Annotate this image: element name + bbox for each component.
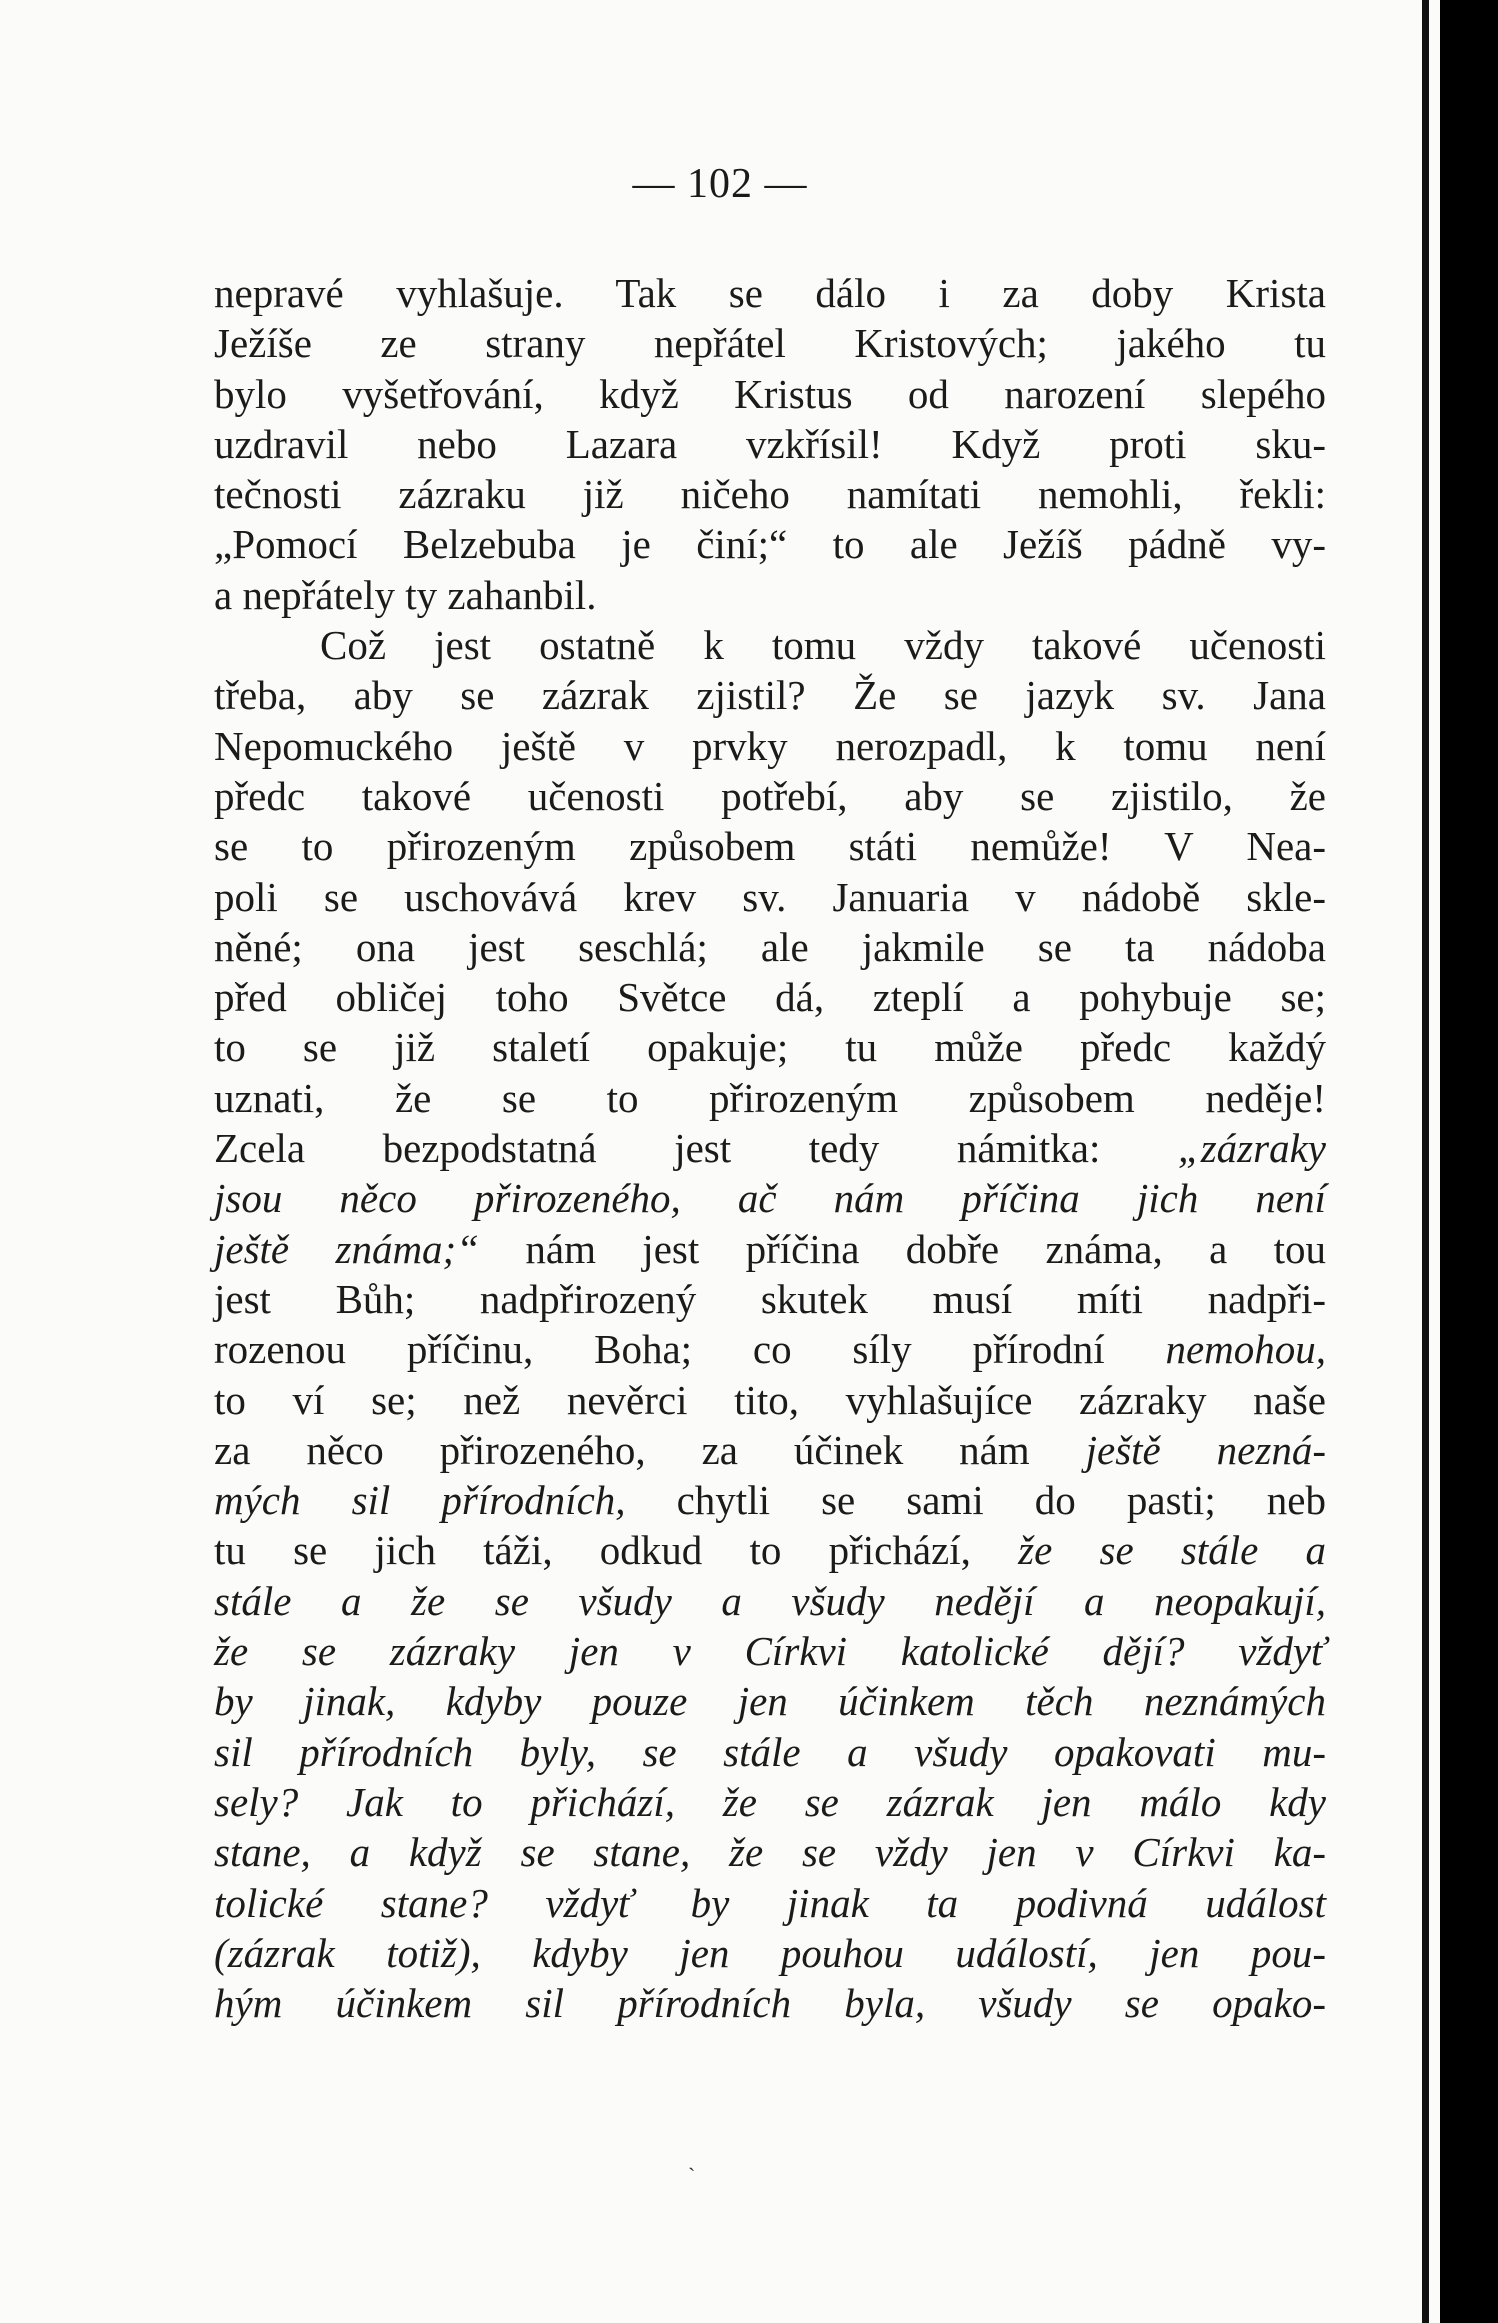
- italic-text-segment: jsou něco přirozeného, ač nám příčina jich není: [214, 1175, 1326, 1222]
- italic-text-segment: by jinak, kdyby pouze jen účinkem těch neznámých: [214, 1678, 1326, 1725]
- text-segment: Nepomuckého ještě v prvky nerozpadl, k tomu není: [214, 722, 1326, 769]
- text-segment: uzdravil nebo Lazara vzkřísil! Když proti sku-: [214, 420, 1326, 467]
- text-line: [214, 519, 1326, 569]
- text-line: [214, 1576, 1326, 1626]
- text-line: [214, 369, 1326, 419]
- text-segment: tu se jich táži, odkud to přichází,: [214, 1527, 1019, 1574]
- text-line: [214, 1978, 1326, 2028]
- page-number: — 102 —: [632, 161, 808, 207]
- text-segment: chytli se sami do pasti; neb: [625, 1477, 1326, 1524]
- text-line: [214, 670, 1326, 720]
- text-line: [214, 1525, 1326, 1575]
- text-segment: před obličej toho Světce dá, zteplí a pohybuje se;: [214, 974, 1326, 1021]
- text-line: [214, 821, 1326, 871]
- italic-text-segment: stane, a když se stane, že se vždy jen v Církvi ka-: [214, 1829, 1326, 1876]
- text-segment: to ví se; než nevěrci tito, vyhlašujíce zázraky naše: [214, 1376, 1326, 1423]
- italic-text-segment: sil přírodních byly, se stále a všudy opakovati mu-: [214, 1728, 1326, 1775]
- italic-text-segment: sely? Jak to přichází, že se zázrak jen málo kdy: [214, 1778, 1326, 1825]
- text-line: [214, 1173, 1326, 1223]
- text-segment: nepravé vyhlašuje. Tak se dálo i za doby Krista: [214, 270, 1326, 316]
- text-line: [214, 972, 1326, 1022]
- text-segment: tečnosti zázraku již ničeho namítati nemohli, řekli:: [214, 471, 1326, 518]
- text-line: [214, 419, 1326, 469]
- text-segment: poli se uschovává krev sv. Januaria v nádobě skle-: [214, 873, 1326, 920]
- text-line: [214, 1626, 1326, 1676]
- text-line: [214, 1224, 1326, 1274]
- italic-text-segment: ještě známa;“: [214, 1225, 480, 1272]
- text-line: [214, 268, 1326, 318]
- text-line: [214, 1928, 1326, 1978]
- text-segment: něné; ona jest seschlá; ale jakmile se ta nádoba: [214, 923, 1326, 970]
- text-segment: za něco přirozeného, za účinek nám: [214, 1426, 1086, 1473]
- text-segment: uznati, že se to přirozeným způsobem neděje!: [214, 1074, 1326, 1121]
- text-segment: Což jest ostatně k tomu vždy takové učenosti: [320, 622, 1326, 669]
- text-segment: se to přirozeným způsobem státi nemůže! V Nea-: [214, 823, 1326, 870]
- page-edge-shadow: [1422, 0, 1429, 2323]
- italic-text-segment: tolické stane? vždyť by jinak ta podivná událost: [214, 1879, 1326, 1926]
- text-segment: a nepřátely ty zahanbil.: [214, 571, 597, 618]
- text-line: [214, 469, 1326, 519]
- text-line: [214, 620, 1326, 670]
- text-line: [214, 1878, 1326, 1928]
- text-line: [214, 1425, 1326, 1475]
- text-line: [214, 1324, 1326, 1374]
- text-line: [214, 1375, 1326, 1425]
- italic-text-segment: stále a že se všudy a všudy nedějí a neopakují,: [214, 1577, 1326, 1624]
- text-segment: to se již staletí opakuje; tu může předc každý: [214, 1024, 1326, 1071]
- italic-text-segment: „zázraky: [1177, 1125, 1326, 1172]
- italic-text-segment: že se stále a: [1018, 1527, 1327, 1574]
- text-line: [214, 1777, 1326, 1827]
- text-line: [214, 1475, 1326, 1525]
- text-line: [214, 1827, 1326, 1877]
- text-line: [214, 318, 1326, 368]
- italic-text-segment: ještě nezná-: [1085, 1426, 1326, 1473]
- text-line: [214, 1123, 1326, 1173]
- text-line: [214, 1274, 1326, 1324]
- text-segment: jest Bůh; nadpřirozený skutek musí míti nadpři-: [214, 1275, 1326, 1322]
- text-line: [214, 570, 1326, 620]
- italic-text-segment: nemohou,: [1165, 1326, 1326, 1373]
- italic-text-segment: hým účinkem sil přírodních byla, všudy se opako-: [214, 1980, 1326, 2027]
- text-line: [214, 922, 1326, 972]
- italic-text-segment: mých sil přírodních,: [214, 1477, 626, 1524]
- text-segment: předc takové učenosti potřebí, aby se zjistilo, že: [214, 772, 1326, 819]
- text-segment: nám jest příčina dobře známa, a tou: [479, 1225, 1327, 1272]
- text-segment: bylo vyšetřování, když Kristus od narození slepého: [214, 370, 1326, 417]
- text-segment: Zcela bezpodstatná jest tedy námitka:: [214, 1125, 1178, 1172]
- text-line: [214, 1676, 1326, 1726]
- text-line: [214, 1073, 1326, 1123]
- text-line: [214, 872, 1326, 922]
- text-line: [214, 771, 1326, 821]
- text-line: [214, 1022, 1326, 1072]
- text-segment: třeba, aby se zázrak zjistil? Že se jazyk sv. Jana: [214, 672, 1326, 719]
- text-segment: „Pomocí Belzebuba je činí;“ to ale Ježíš pádně vy-: [214, 521, 1326, 568]
- text-line: [214, 721, 1326, 771]
- text-segment: rozenou příčinu, Boha; co síly přírodní: [214, 1326, 1166, 1373]
- text-segment: Ježíše ze strany nepřátel Kristových; jakého tu: [214, 320, 1326, 367]
- body-text: [214, 268, 1326, 2028]
- italic-text-segment: že se zázraky jen v Církvi katolické dějí? vždyť: [214, 1628, 1326, 1675]
- italic-text-segment: (zázrak totiž), kdyby jen pouhou událostí, jen pou-: [214, 1929, 1326, 1976]
- text-line: [214, 1727, 1326, 1777]
- stray-ink-mark: ˎ: [688, 2146, 696, 2171]
